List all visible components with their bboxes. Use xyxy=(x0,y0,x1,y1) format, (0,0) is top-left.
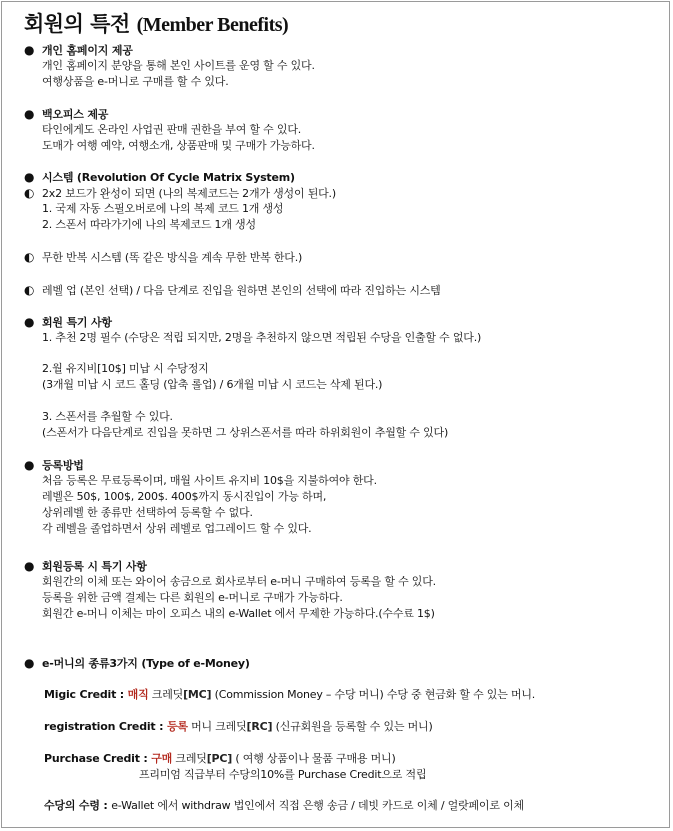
credit-kind: 크레딧 xyxy=(172,752,207,765)
system-item-repeat xyxy=(24,250,302,265)
section-title: 백오피스 제공 xyxy=(42,108,109,121)
credit-code: [MC] xyxy=(183,688,212,701)
section-registration-heading xyxy=(24,458,84,473)
credit-purchase xyxy=(44,752,396,766)
benefits-document xyxy=(1,1,670,828)
credit-label: Migic Credit : xyxy=(44,688,128,701)
text-line: 타인에게도 온라인 사업권 판매 권한을 부여 할 수 있다. xyxy=(42,123,302,136)
withdrawal-info xyxy=(44,799,524,813)
section-title: 시스템 (Revolution Of Cycle Matrix System) xyxy=(42,171,295,184)
section-title: 회원등록 시 특기 사항 xyxy=(42,560,147,573)
section-emoney-heading xyxy=(24,656,250,671)
credit-name: 구매 xyxy=(151,752,173,765)
text-line: 3. 스폰서를 추월할 수 있다. xyxy=(42,410,173,423)
text-line: 등록을 위한 금액 결제는 다른 회원의 e-머니로 구매가 가능하다. xyxy=(42,591,343,604)
credit-registration xyxy=(44,720,433,734)
filled-bullet-icon: ● xyxy=(24,170,35,184)
withdrawal-label: 수당의 수령 : xyxy=(44,799,112,812)
credit-magic xyxy=(44,688,535,702)
text-line: 처음 등록은 무료등록이며, 매월 사이트 유지비 10$을 지불하여야 한다. xyxy=(42,474,377,487)
text-line: 상위레벨 한 종류만 선택하여 등록할 수 없다. xyxy=(42,506,253,519)
filled-bullet-icon: ● xyxy=(24,559,35,573)
text-line: 회원간의 이체 또는 와이어 송금으로 회사로부터 e-머니 구매하여 등록을 할 수 있다. xyxy=(42,575,436,588)
section-member-registration-heading xyxy=(24,559,147,574)
text-line: 레벨 업 (본인 선택) / 다음 단계로 진입을 원하면 본인의 선택에 따라 진입하는 시스템 xyxy=(42,284,441,297)
text-line: 2. 스폰서 따라가기에 나의 복제코드 1개 생성 xyxy=(42,218,256,231)
section-privileges-heading xyxy=(24,315,112,330)
text-line: 무한 반복 시스템 (똑 같은 방식을 계속 무한 반복 한다.) xyxy=(42,251,303,264)
text-line: 도매가 여행 예약, 여행소개, 상품판매 및 구매가 가능하다. xyxy=(42,139,315,152)
system-item-board xyxy=(24,186,336,201)
filled-bullet-icon: ● xyxy=(24,107,35,121)
section-system-heading xyxy=(24,170,295,185)
credit-label: Purchase Credit : xyxy=(44,752,152,765)
credit-label: registration Credit : xyxy=(44,720,167,733)
credit-code: [RC] xyxy=(246,720,273,733)
section-title: e-머니의 종류3가지 (Type of e-Money) xyxy=(42,657,250,670)
filled-bullet-icon: ● xyxy=(24,656,35,670)
credit-description: ( 여행 상품이나 물품 구매용 머니) xyxy=(232,752,396,765)
text-line: 레벨은 50$, 100$, 200$. 400$까지 동시진입이 가능 하며, xyxy=(42,490,327,503)
text-line: 개인 홈페이지 분양을 통해 본인 사이트를 운영 할 수 있다. xyxy=(42,59,315,72)
half-bullet-icon: ◐ xyxy=(24,250,35,264)
credit-description: (신규회원을 등록할 수 있는 머니) xyxy=(272,720,433,733)
page-title-korean: 회원의 특전 xyxy=(24,12,137,36)
withdrawal-description: e-Wallet 에서 withdraw 법인에서 직접 은행 송금 / 데빗 카드로 이체 / 얼랏페이로 이체 xyxy=(111,799,524,812)
text-line: 1. 추천 2명 필수 (수당은 적립 되지만, 2명을 추천하지 않으면 적립된 수당을 인출할 수 없다.) xyxy=(42,331,482,344)
text-line: (스폰서가 다음단계로 진입을 못하면 그 상위스폰서를 따라 하위회원이 추월할 수 있다) xyxy=(42,426,449,439)
page-title xyxy=(24,8,288,38)
text-line: 2.월 유지비[10$] 미납 시 수당정지 xyxy=(42,362,209,375)
filled-bullet-icon: ● xyxy=(24,43,35,57)
credit-description: (Commission Money – 수당 머니) 수당 중 현금화 할 수 있는 머니. xyxy=(211,688,536,701)
system-item-levelup xyxy=(24,283,441,298)
filled-bullet-icon: ● xyxy=(24,315,35,329)
credit-purchase-note: 프리미엄 직급부터 수당의10%를 Purchase Credit으로 적립 xyxy=(139,768,427,781)
half-bullet-icon: ◐ xyxy=(24,186,35,200)
text-line: 회원간 e-머니 이체는 마이 오피스 내의 e-Wallet 에서 무제한 가능하다.(수수료 1$) xyxy=(42,607,435,620)
section-title: 등록방법 xyxy=(42,459,84,472)
text-line: 2x2 보드가 완성이 되면 (나의 복제코드는 2개가 생성이 된다.) xyxy=(42,187,336,200)
credit-kind: 크레딧 xyxy=(148,688,184,701)
text-line: 여행상품을 e-머니로 구매를 할 수 있다. xyxy=(42,75,229,88)
filled-bullet-icon: ● xyxy=(24,458,35,472)
credit-name: 매직 xyxy=(127,688,149,701)
text-line: 각 레벨을 졸업하면서 상위 레벨로 업그레이드 할 수 있다. xyxy=(42,522,312,535)
credit-name: 등록 xyxy=(166,720,188,733)
section-backoffice-heading xyxy=(24,107,108,122)
section-homepage-heading xyxy=(24,43,133,58)
half-bullet-icon: ◐ xyxy=(24,283,35,297)
credit-kind: 머니 크레딧 xyxy=(187,720,247,733)
text-line: (3개월 미납 시 코드 홀딩 (압축 롤업) / 6개월 미납 시 코드는 삭제 된다.) xyxy=(42,378,383,391)
section-title: 개인 홈페이지 제공 xyxy=(42,44,133,57)
section-title: 회원 특기 사항 xyxy=(42,316,112,329)
text-line: 1. 국제 자동 스필오버로에 나의 복제 코드 1개 생성 xyxy=(42,202,284,215)
page-title-english: (Member Benefits) xyxy=(136,14,289,36)
credit-code: [PC] xyxy=(206,752,233,765)
